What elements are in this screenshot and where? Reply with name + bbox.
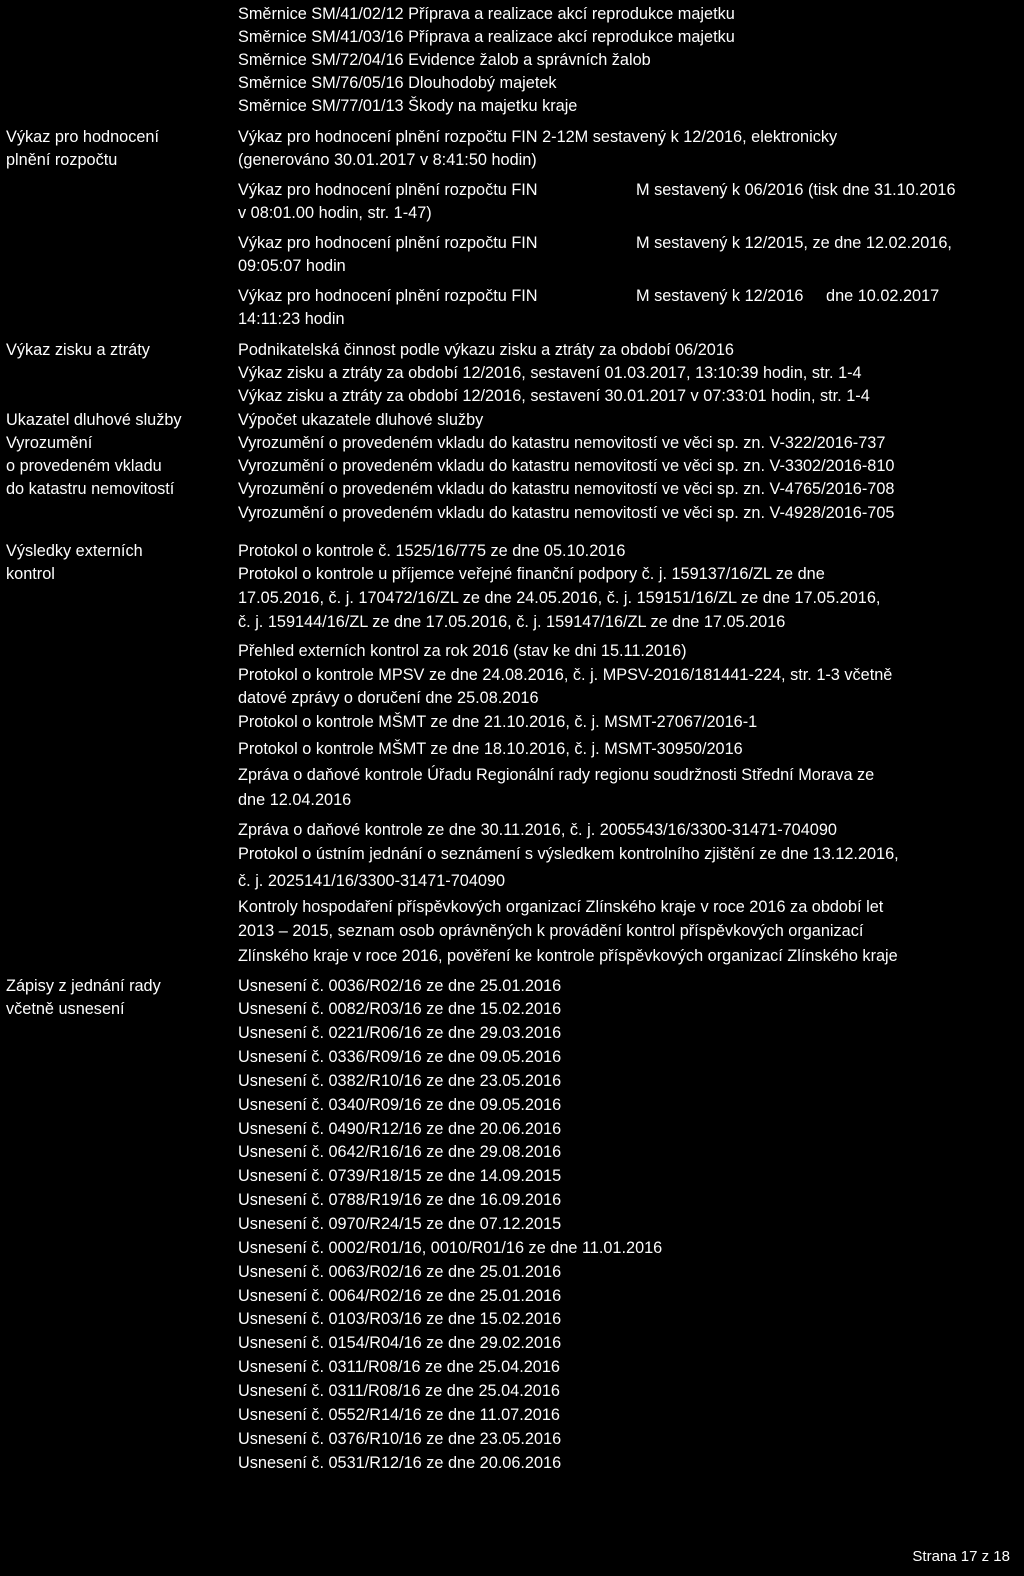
section-label: Výkaz zisku a ztráty	[6, 341, 150, 359]
section-label: plnění rozpočtu	[6, 151, 118, 169]
section-label: kontrol	[6, 565, 55, 583]
content-line: Vyrozumění o provedeném vkladu do katastru nemovitostí ve věci sp. zn. V-3302/2016-810	[238, 457, 895, 475]
content-line-right: M sestavený k 06/2016 (tisk dne 31.10.2016	[636, 181, 956, 199]
content-line: Výkaz zisku a ztráty za období 12/2016, sestavení 01.03.2017, 13:10:39 hodin, str. 1-4	[238, 364, 862, 382]
content-line: Protokol o kontrole MŠMT ze dne 21.10.2016, č. j. MSMT-27067/2016-1	[238, 713, 758, 731]
page-number: Strana 17 z 18	[912, 1548, 1010, 1565]
content-line: Protokol o kontrole č. 1525/16/775 ze dne 05.10.2016	[238, 542, 626, 560]
content-line: Usnesení č. 0642/R16/16 ze dne 29.08.2016	[238, 1143, 562, 1161]
content-line: Podnikatelská činnost podle výkazu zisku a ztráty za období 06/2016	[238, 341, 734, 359]
section-label: Výsledky externích	[6, 542, 143, 560]
content-line: Usnesení č. 0221/R06/16 ze dne 29.03.2016	[238, 1024, 562, 1042]
content-line: Usnesení č. 0970/R24/15 ze dne 07.12.2015	[238, 1215, 562, 1233]
content-line: 2013 – 2015, seznam osob oprávněných k provádění kontrol příspěvkových organizací	[238, 922, 864, 940]
content-line: dne 12.04.2016	[238, 791, 352, 809]
content-line: Usnesení č. 0340/R09/16 ze dne 09.05.2016	[238, 1096, 562, 1114]
content-line: Směrnice SM/41/02/12 Příprava a realizace akcí reprodukce majetku	[238, 5, 735, 23]
content-line: Usnesení č. 0311/R08/16 ze dne 25.04.2016	[238, 1382, 560, 1400]
content-line: Výpočet ukazatele dluhové služby	[238, 411, 484, 429]
content-line: Výkaz pro hodnocení plnění rozpočtu FIN	[238, 287, 538, 305]
section-label: do katastru nemovitostí	[6, 480, 175, 498]
content-line: Usnesení č. 0311/R08/16 ze dne 25.04.2016	[238, 1358, 560, 1376]
content-line: Kontroly hospodaření příspěvkových organizací Zlínského kraje v roce 2016 za období let	[238, 898, 884, 916]
content-line: (generováno 30.01.2017 v 8:41:50 hodin)	[238, 151, 537, 169]
content-line: Usnesení č. 0788/R19/16 ze dne 16.09.2016	[238, 1191, 562, 1209]
content-line: Usnesení č. 0552/R14/16 ze dne 11.07.2016	[238, 1406, 560, 1424]
content-line: v 08:01.00 hodin, str. 1-47)	[238, 204, 432, 222]
content-line: Zpráva o daňové kontrole Úřadu Regionální rady regionu soudržnosti Střední Morava ze	[238, 766, 875, 784]
content-line: Protokol o ústním jednání o seznámení s výsledkem kontrolního zjištění ze dne 13.12.2016,	[238, 845, 899, 863]
content-line: Usnesení č. 0531/R12/16 ze dne 20.06.2016	[238, 1454, 562, 1472]
content-line: Výkaz pro hodnocení plnění rozpočtu FIN 2-12M sestavený k 12/2016, elektronicky	[238, 128, 838, 146]
content-line: Usnesení č. 0739/R18/15 ze dne 14.09.2015	[238, 1167, 562, 1185]
content-line: Zpráva o daňové kontrole ze dne 30.11.2016, č. j. 2005543/16/3300-31471-704090	[238, 821, 837, 839]
section-label: Vyrozumění	[6, 434, 93, 452]
content-line: Protokol o kontrole u příjemce veřejné finanční podpory č. j. 159137/16/ZL ze dne	[238, 565, 825, 583]
content-line: Vyrozumění o provedeném vkladu do katastru nemovitostí ve věci sp. zn. V-322/2016-737	[238, 434, 886, 452]
content-line: Usnesení č. 0082/R03/16 ze dne 15.02.2016	[238, 1000, 562, 1018]
content-line: Směrnice SM/76/05/16 Dlouhodobý majetek	[238, 74, 557, 92]
section-label: Zápisy z jednání rady	[6, 977, 161, 995]
content-line: Směrnice SM/77/01/13 Škody na majetku kraje	[238, 97, 578, 115]
section-label: Výkaz pro hodnocení	[6, 128, 159, 146]
content-line: Přehled externích kontrol za rok 2016 (stav ke dni 15.11.2016)	[238, 642, 687, 660]
content-line: Usnesení č. 0376/R10/16 ze dne 23.05.2016	[238, 1430, 562, 1448]
content-line: Výkaz zisku a ztráty za období 12/2016, sestavení 30.01.2017 v 07:33:01 hodin, str. 1-4	[238, 387, 870, 405]
content-line: Usnesení č. 0002/R01/16, 0010/R01/16 ze dne 11.01.2016	[238, 1239, 663, 1257]
content-line: Protokol o kontrole MPSV ze dne 24.08.2016, č. j. MPSV-2016/181441-224, str. 1-3 včetně	[238, 666, 893, 684]
content-line: Protokol o kontrole MŠMT ze dne 18.10.2016, č. j. MSMT-30950/2016	[238, 740, 743, 758]
content-line: Zlínského kraje v roce 2016, pověření ke kontrole příspěvkových organizací Zlínského kraje	[238, 947, 898, 965]
content-line: č. j. 2025141/16/3300-31471-704090	[238, 872, 506, 890]
section-label: o provedeném vkladu	[6, 457, 162, 475]
content-line: Usnesení č. 0336/R09/16 ze dne 09.05.2016	[238, 1048, 562, 1066]
content-line: Usnesení č. 0490/R12/16 ze dne 20.06.2016	[238, 1120, 562, 1138]
section-label: Ukazatel dluhové služby	[6, 411, 182, 429]
content-line: datové zprávy o doručení dne 25.08.2016	[238, 689, 539, 707]
content-line: Vyrozumění o provedeném vkladu do katastru nemovitostí ve věci sp. zn. V-4765/2016-708	[238, 480, 895, 498]
content-line: Směrnice SM/72/04/16 Evidence žalob a správních žalob	[238, 51, 651, 69]
section-label: včetně usnesení	[6, 1000, 125, 1018]
content-line: 09:05:07 hodin	[238, 257, 346, 275]
content-line: Usnesení č. 0382/R10/16 ze dne 23.05.2016	[238, 1072, 562, 1090]
content-line: 14:11:23 hodin	[238, 310, 345, 328]
content-line-right: M sestavený k 12/2016 dne 10.02.2017	[636, 287, 940, 305]
content-line: Směrnice SM/41/03/16 Příprava a realizace akcí reprodukce majetku	[238, 28, 735, 46]
content-line: Usnesení č. 0064/R02/16 ze dne 25.01.2016	[238, 1287, 562, 1305]
content-line: Výkaz pro hodnocení plnění rozpočtu FIN	[238, 181, 538, 199]
content-line: Usnesení č. 0103/R03/16 ze dne 15.02.2016	[238, 1310, 562, 1328]
content-line: Vyrozumění o provedeném vkladu do katastru nemovitostí ve věci sp. zn. V-4928/2016-705	[238, 504, 895, 522]
content-line: Usnesení č. 0063/R02/16 ze dne 25.01.2016	[238, 1263, 562, 1281]
content-line: Usnesení č. 0036/R02/16 ze dne 25.01.2016	[238, 977, 562, 995]
content-line: Výkaz pro hodnocení plnění rozpočtu FIN	[238, 234, 538, 252]
content-line-right: M sestavený k 12/2015, ze dne 12.02.2016,	[636, 234, 952, 252]
content-line: č. j. 159144/16/ZL ze dne 17.05.2016, č. j. 159147/16/ZL ze dne 17.05.2016	[238, 613, 786, 631]
content-line: 17.05.2016, č. j. 170472/16/ZL ze dne 24.05.2016, č. j. 159151/16/ZL ze dne 17.05.2016,	[238, 589, 881, 607]
content-line: Usnesení č. 0154/R04/16 ze dne 29.02.2016	[238, 1334, 562, 1352]
